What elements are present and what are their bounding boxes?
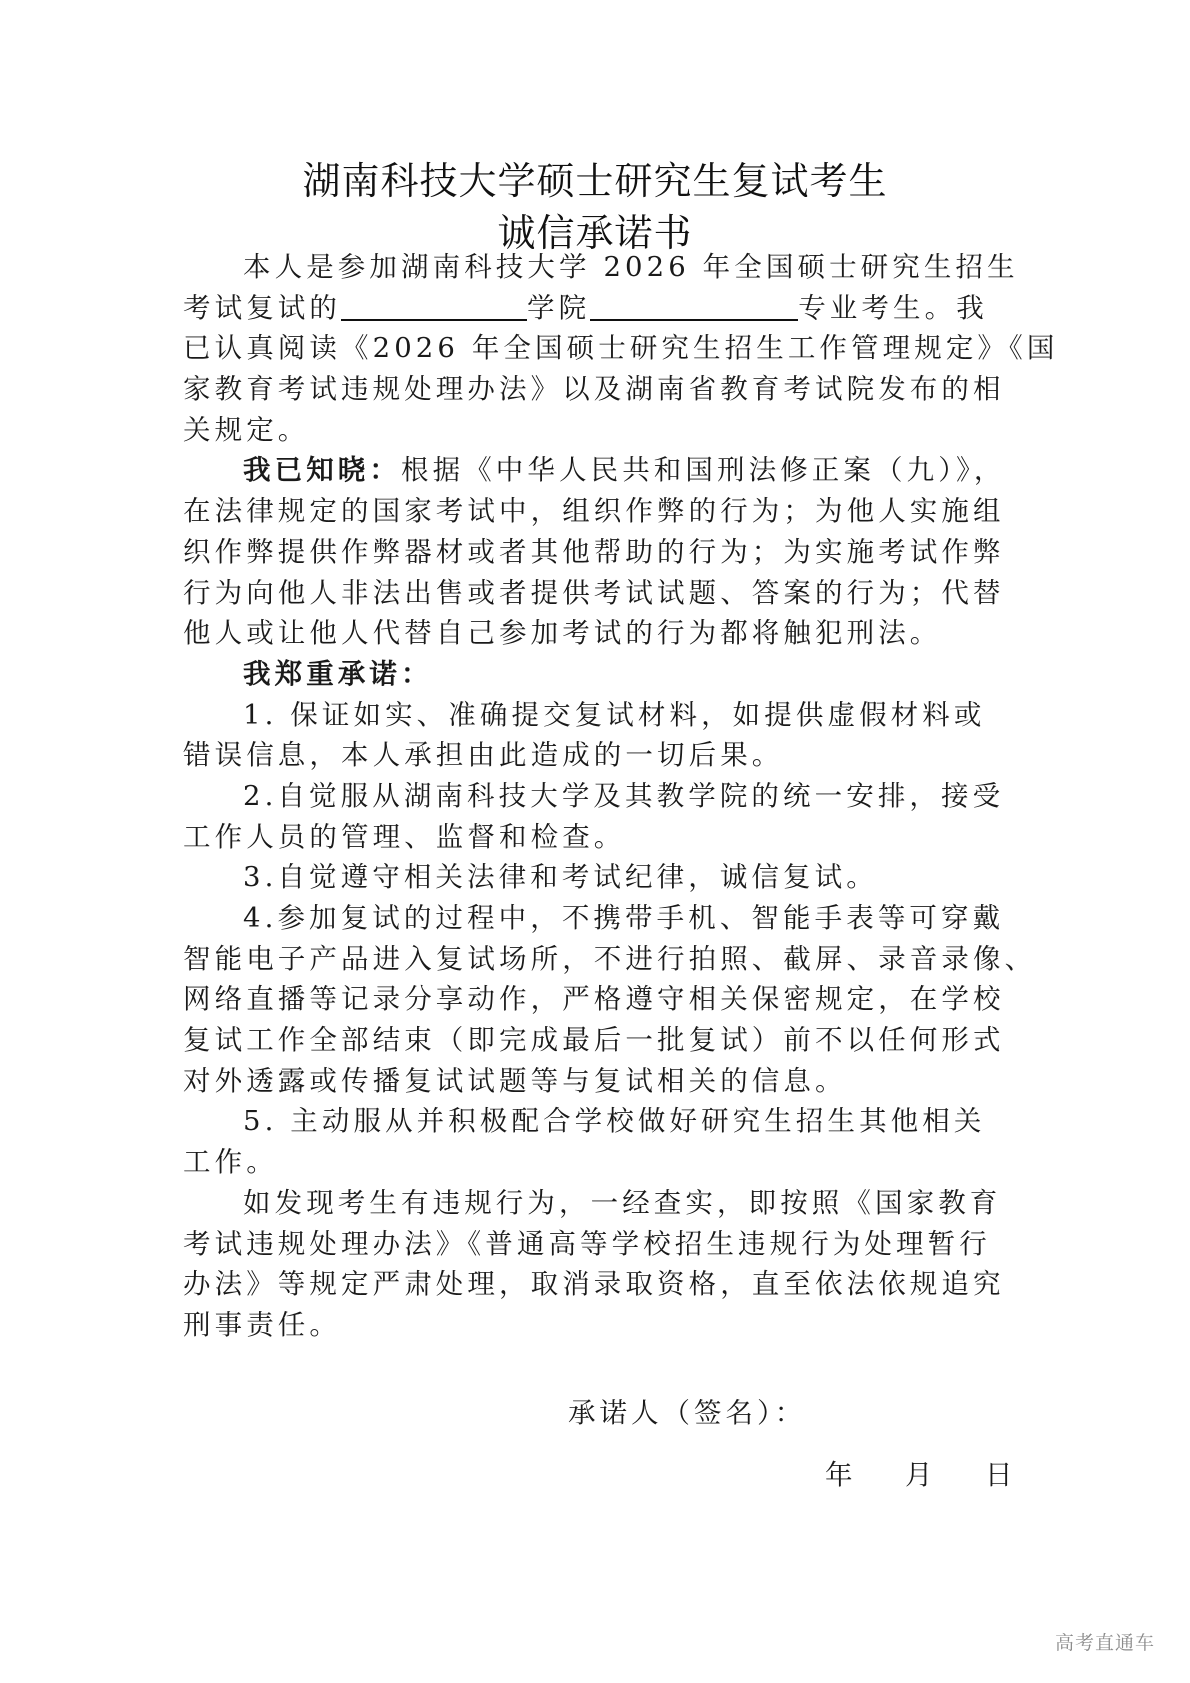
intro-text: 学院 xyxy=(527,291,591,324)
awareness-line: 在法律规定的国家考试中，组织作弊的行为；为他人实施组 xyxy=(183,495,1005,528)
pledge-item-1-cont: 错误信息，本人承担由此造成的一切后果。 xyxy=(183,739,784,772)
intro-line-with-blanks xyxy=(183,288,1013,329)
violation-line: 办法》等规定严肃处理，取消录取资格，直至依法依规追究 xyxy=(183,1268,1005,1301)
awareness-label: 我已知晓： xyxy=(243,454,401,487)
pledge-item-5: 5. 主动服从并积极配合学校做好研究生招生其他相关 xyxy=(243,1105,986,1138)
pledge-item-4-cont: 对外透露或传播复试试题等与复试相关的信息。 xyxy=(183,1064,847,1097)
awareness-text: 根据《中华人民共和国刑法修正案（九）》， xyxy=(401,454,1006,487)
college-blank-field[interactable] xyxy=(341,291,527,321)
violation-line: 刑事责任。 xyxy=(183,1308,341,1341)
pledge-item-2: 2.自觉服从湖南科技大学及其教学院的统一安排，接受 xyxy=(243,779,1005,812)
intro-line: 家教育考试违规处理办法》以及湖南省教育考试院发布的相 xyxy=(183,373,1005,406)
signature-label: 承诺人（签名）： xyxy=(568,1397,807,1429)
intro-text: 专业考生。我 xyxy=(798,291,988,324)
violation-line: 如发现考生有违规行为，一经查实，即按照《国家教育 xyxy=(243,1186,1002,1219)
awareness-line: 行为向他人非法出售或者提供考试试题、答案的行为；代替 xyxy=(183,576,1005,609)
violation-line: 考试违规处理办法》《普通高等学校招生违规行为处理暂行 xyxy=(183,1227,991,1260)
pledge-item-2-cont: 工作人员的管理、监督和检查。 xyxy=(183,820,626,853)
pledge-heading: 我郑重承诺： xyxy=(243,657,433,690)
pledge-item-4-cont: 复试工作全部结束（即完成最后一批复试）前不以任何形式 xyxy=(183,1024,1005,1057)
document-body xyxy=(183,247,1059,1346)
intro-line: 本人是参加湖南科技大学 2026 年全国硕士研究生招生 xyxy=(243,251,1019,283)
intro-text: 考试复试的 xyxy=(183,291,341,324)
date-day-label: 日 xyxy=(985,1459,1013,1491)
watermark-text: 高考直通车 xyxy=(1055,1632,1156,1654)
date-year-label: 年 xyxy=(825,1459,853,1491)
awareness-line: 织作弊提供作弊器材或者其他帮助的行为；为实施考试作弊 xyxy=(183,535,1005,568)
pledge-item-1: 1. 保证如实、准确提交复试材料，如提供虚假材料或 xyxy=(243,698,986,731)
pledge-item-4: 4.参加复试的过程中，不携带手机、智能手表等可穿戴 xyxy=(243,902,1005,934)
pledge-item-5-cont: 工作。 xyxy=(183,1146,278,1179)
pledge-item-3: 3.自觉遵守相关法律和考试纪律，诚信复试。 xyxy=(243,861,878,894)
pledge-item-4-cont: 网络直播等记录分享动作，严格遵守相关保密规定，在学校 xyxy=(183,983,1005,1016)
intro-line: 关规定。 xyxy=(183,413,310,446)
awareness-line xyxy=(183,450,1013,491)
date-month-label: 月 xyxy=(905,1459,933,1491)
document-title-line2: 诚信承诺书 xyxy=(497,211,693,255)
pledge-item-4-cont: 智能电子产品进入复试场所，不进行拍照、截屏、录音录像、 xyxy=(183,942,1037,975)
intro-line: 已认真阅读《2026 年全国硕士研究生招生工作管理规定》《国 xyxy=(183,332,1059,365)
document-title-line1: 湖南科技大学硕士研究生复试考生 xyxy=(302,159,888,203)
major-blank-field[interactable] xyxy=(590,291,798,321)
awareness-line: 他人或让他人代替自己参加考试的行为都将触犯刑法。 xyxy=(183,617,942,650)
